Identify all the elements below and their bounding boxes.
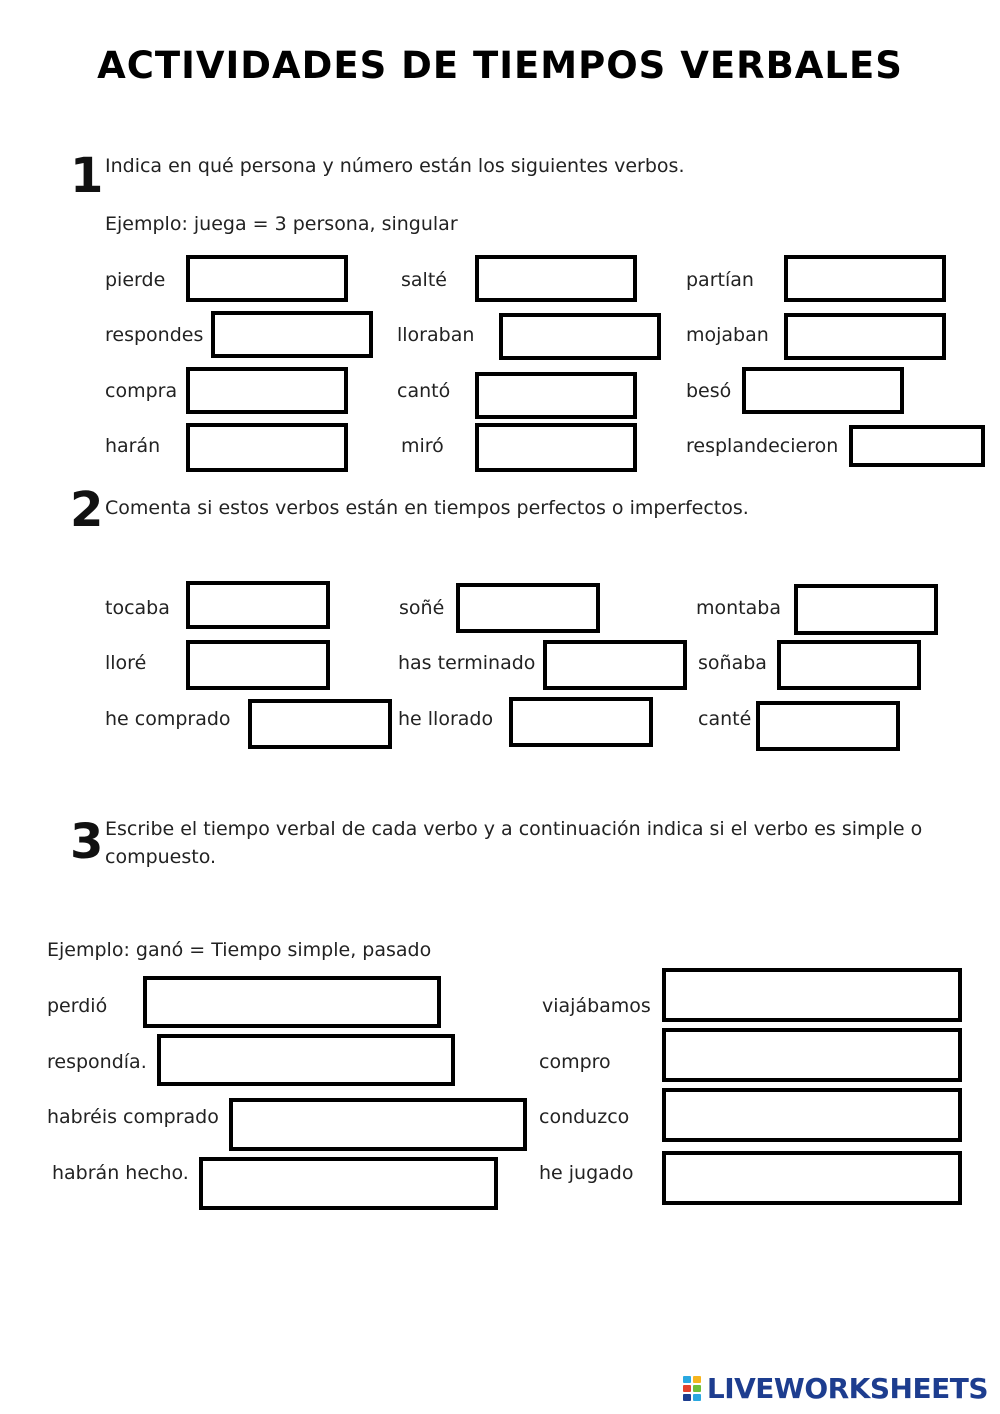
verb-label: habrán hecho. bbox=[52, 1162, 189, 1184]
liveworksheets-icon bbox=[683, 1376, 703, 1402]
answer-box[interactable] bbox=[186, 423, 348, 472]
answer-box[interactable] bbox=[229, 1098, 527, 1151]
verb-label: he llorado bbox=[398, 708, 494, 730]
answer-box[interactable] bbox=[662, 1151, 962, 1205]
verb-label: harán bbox=[105, 435, 161, 457]
verb-label: salté bbox=[401, 269, 447, 291]
section-3-instruction: Escribe el tiempo verbal de cada verbo y a continuación indica si el verbo es simple o compuesto. bbox=[105, 818, 923, 868]
answer-box[interactable] bbox=[784, 255, 946, 302]
answer-box[interactable] bbox=[186, 581, 330, 629]
answer-box[interactable] bbox=[662, 968, 962, 1022]
verb-label: habréis comprado bbox=[47, 1106, 219, 1128]
brand-name: LIVEWORKSHEETS bbox=[706, 1372, 988, 1405]
section-1-number: 1 bbox=[70, 148, 104, 204]
verb-label: besó bbox=[686, 380, 732, 402]
section-3-number: 3 bbox=[70, 814, 104, 870]
verb-label: mojaban bbox=[686, 324, 769, 346]
answer-box[interactable] bbox=[199, 1157, 498, 1210]
answer-box[interactable] bbox=[777, 640, 921, 690]
answer-box[interactable] bbox=[742, 367, 904, 414]
answer-box[interactable] bbox=[248, 699, 392, 749]
verb-label: compra bbox=[105, 380, 178, 402]
answer-box[interactable] bbox=[794, 584, 938, 635]
answer-box[interactable] bbox=[662, 1088, 962, 1142]
liveworksheets-logo bbox=[683, 1372, 988, 1405]
answer-box[interactable] bbox=[499, 313, 661, 360]
verb-label: pierde bbox=[105, 269, 166, 291]
answer-box[interactable] bbox=[662, 1028, 962, 1082]
verb-label: perdió bbox=[47, 995, 108, 1017]
answer-box[interactable] bbox=[756, 701, 900, 751]
answer-box[interactable] bbox=[211, 311, 373, 358]
verb-label: he jugado bbox=[539, 1162, 634, 1184]
answer-box[interactable] bbox=[849, 425, 985, 467]
verb-label: has terminado bbox=[398, 652, 536, 674]
answer-box[interactable] bbox=[157, 1034, 455, 1086]
section-2-instruction: Comenta si estos verbos están en tiempos perfectos o imperfectos. bbox=[105, 497, 749, 519]
answer-box[interactable] bbox=[509, 697, 653, 747]
verb-label: he comprado bbox=[105, 708, 231, 730]
section-2-number: 2 bbox=[70, 482, 104, 538]
section-1-instruction: Indica en qué persona y número están los siguientes verbos. bbox=[105, 155, 685, 177]
verb-label: conduzco bbox=[539, 1106, 630, 1128]
page-title: ACTIVIDADES DE TIEMPOS VERBALES bbox=[97, 44, 903, 87]
answer-box[interactable] bbox=[543, 640, 687, 690]
verb-label: compro bbox=[539, 1051, 611, 1073]
section-1-example: Ejemplo: juega = 3 persona, singular bbox=[105, 213, 458, 235]
verb-label: canté bbox=[698, 708, 752, 730]
verb-label: miró bbox=[401, 435, 444, 457]
verb-label: respondía. bbox=[47, 1051, 147, 1073]
answer-box[interactable] bbox=[186, 367, 348, 414]
verb-label: partían bbox=[686, 269, 754, 291]
verb-label: montaba bbox=[696, 597, 781, 619]
verb-label: soñaba bbox=[698, 652, 767, 674]
answer-box[interactable] bbox=[186, 255, 348, 302]
verb-label: lloraban bbox=[397, 324, 475, 346]
answer-box[interactable] bbox=[456, 583, 600, 633]
answer-box[interactable] bbox=[143, 976, 441, 1028]
section-3-example: Ejemplo: ganó = Tiempo simple, pasado bbox=[47, 939, 432, 961]
verb-label: cantó bbox=[397, 380, 451, 402]
answer-box[interactable] bbox=[784, 313, 946, 360]
verb-label: viajábamos bbox=[542, 995, 651, 1017]
verb-label: tocaba bbox=[105, 597, 170, 619]
answer-box[interactable] bbox=[186, 640, 330, 690]
verb-label: respondes bbox=[105, 324, 204, 346]
verb-label: soñé bbox=[399, 597, 445, 619]
answer-box[interactable] bbox=[475, 372, 637, 419]
verb-label: lloré bbox=[105, 652, 147, 674]
answer-box[interactable] bbox=[475, 255, 637, 302]
verb-label: resplandecieron bbox=[686, 435, 839, 457]
answer-box[interactable] bbox=[475, 423, 637, 472]
